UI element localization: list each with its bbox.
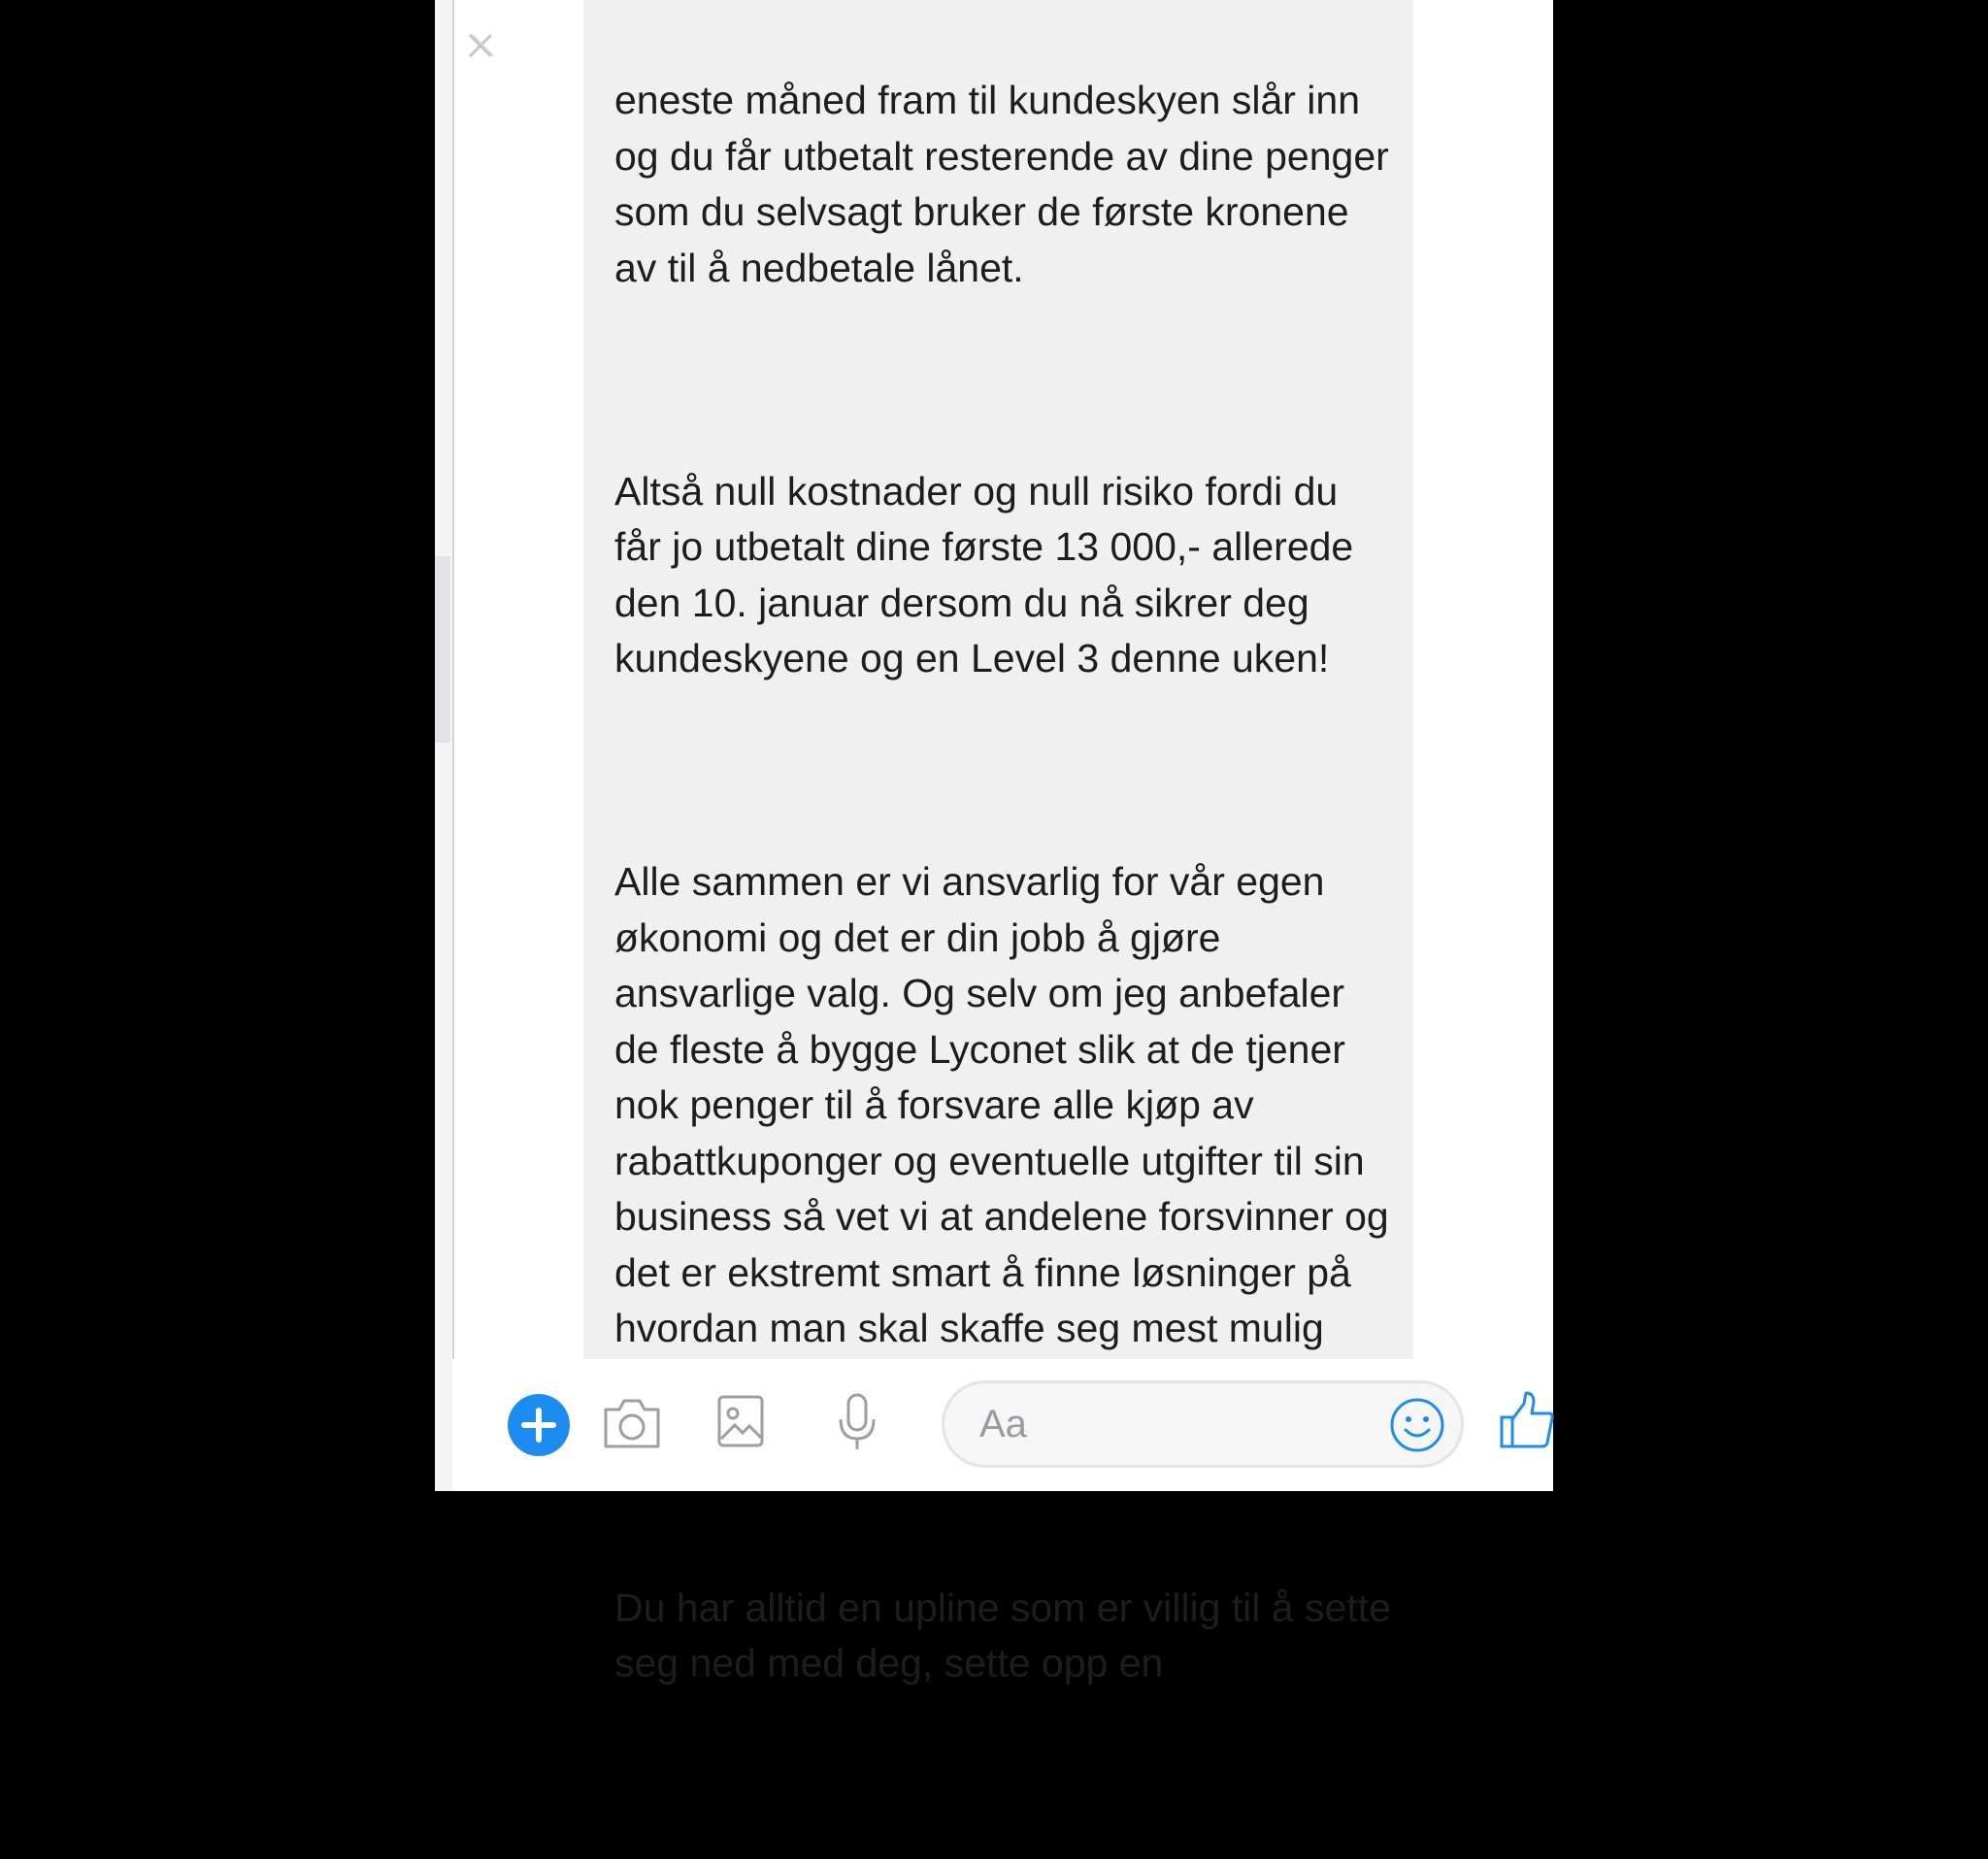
camera-icon[interactable]: [602, 1396, 662, 1450]
message-paragraph: eneste måned fram til kundeskyen slår inn og du får utbetalt resterende av dine penger som du selvsagt bruker de første kronene av til å nedbetale lånet.: [614, 78, 1401, 290]
like-icon[interactable]: [1499, 1390, 1555, 1450]
mic-icon[interactable]: [835, 1392, 879, 1452]
message-paragraph: Alle sammen er vi ansvarlig for vår egen økonomi og det er din jobb å gjøre ansvarlige valg. Og selv om jeg anbefaler de fleste å bygge Lyconet slik at de tjener nok penger til å forsvare alle kjøp av rabattkuponger og eventuelle utgifter til sin business så vet vi at andelene forsvinner og det er ekstremt smart å finne løsninger på hvordan man skal skaffe seg mest mulig: [614, 859, 1389, 1350]
plus-icon: [508, 1394, 570, 1456]
message-paragraph: Du har alltid en upline som er villig til å sette seg ned med deg, sette opp en: [614, 1584, 1403, 1685]
photo-icon[interactable]: [716, 1394, 765, 1448]
message-paragraph: Altså null kostnader og null risiko fordi du får jo utbetalt dine første 13 000,- allerede den 10. januar dersom du nå sikrer deg kundeskyene og en Level 3 denne uken!: [614, 468, 1365, 681]
emoji-icon[interactable]: [1389, 1397, 1445, 1453]
scrollbar[interactable]: [435, 556, 450, 743]
message-input[interactable]: [942, 1380, 1464, 1468]
message-composer: [452, 1359, 1553, 1491]
message-text: [614, 0, 1403, 1859]
messenger-screen: [435, 0, 1553, 1685]
message-input-placeholder: Aa: [979, 1403, 1027, 1445]
more-actions-button[interactable]: [508, 1394, 570, 1456]
close-icon[interactable]: [464, 29, 497, 62]
conversation-list-edge: [435, 0, 454, 1491]
